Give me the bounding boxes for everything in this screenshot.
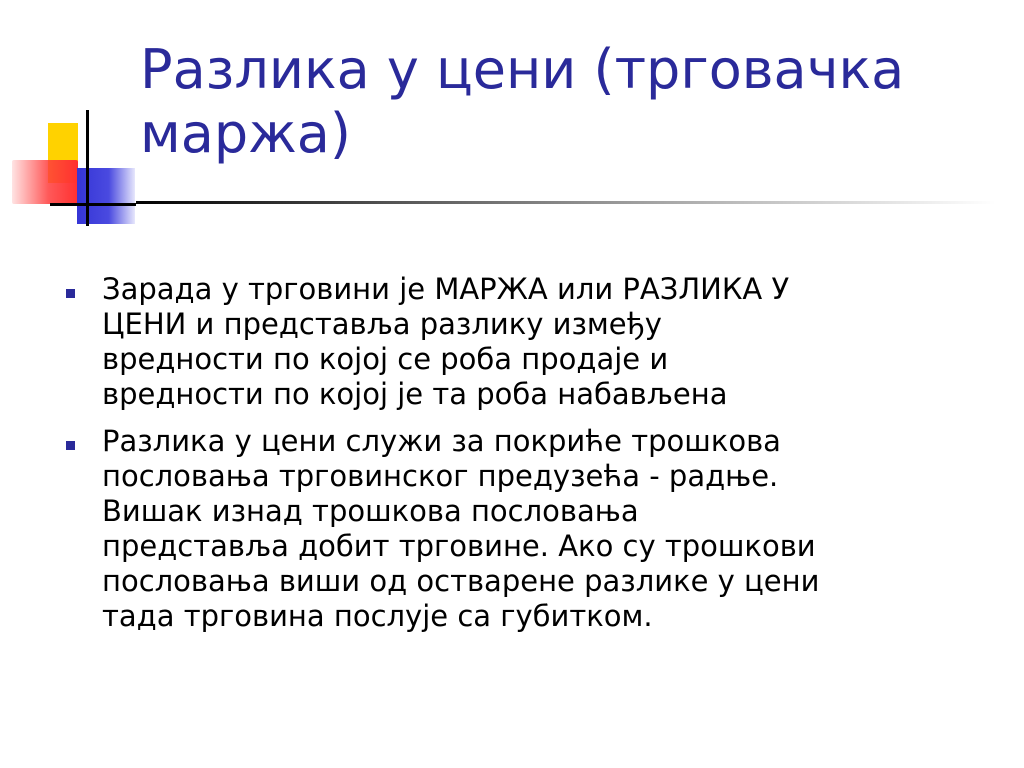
square-bullet-icon [66, 441, 75, 450]
bullet-text: Разлика у цени служи за покриће трошкова пословања трговинског предузећа - радње. Вишак изнад трошкова пословања представља добит трговине. Ако су трошкови пословања виши од остварене разлике у цени тада трговина послује са губитком. [102, 424, 820, 633]
title-underline-rule [136, 201, 996, 204]
bullet-item [62, 272, 992, 412]
slide-title: Разлика у цени (трговачка маржа) [140, 38, 905, 165]
square-bullet-icon [66, 289, 75, 298]
decorative-vertical-line [86, 110, 89, 226]
bullet-list [62, 272, 992, 646]
decorative-horizontal-line [50, 203, 136, 206]
decorative-red-square [12, 160, 78, 204]
bullet-item [62, 424, 992, 634]
bullet-text: Зарада у трговини је МАРЖА или РАЗЛИКА У ЦЕНИ и представља разлику између вредности по којој се роба продаје и вредности по којој је та роба набављена [102, 272, 790, 411]
